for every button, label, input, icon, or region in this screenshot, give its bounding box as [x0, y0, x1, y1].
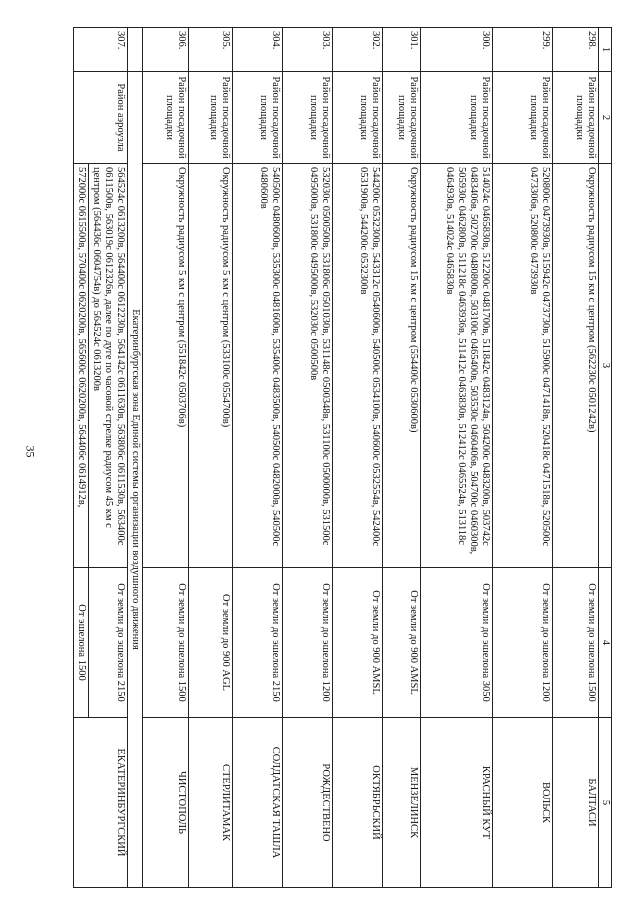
area-name: ЧИСТОПОЛЬ: [143, 718, 189, 888]
document-sheet: [22, 27, 612, 887]
table-row: [421, 28, 493, 888]
table-row: [553, 28, 599, 888]
row-number: 304.: [233, 28, 283, 72]
table-row: [333, 28, 383, 888]
area-name: КРАСНЫЙ КУТ: [421, 718, 493, 888]
area-type: Район посадочной площадки: [189, 72, 233, 164]
area-type: Район посадочной площадки: [421, 72, 493, 164]
table-row: [283, 28, 333, 888]
table-row: [233, 28, 283, 888]
col-header-3: 3: [599, 164, 612, 568]
col-header-1: 1: [599, 28, 612, 72]
vertical-limits: От эшелона 1500: [74, 568, 89, 718]
row-number: 303.: [283, 28, 333, 72]
row-number: 305.: [189, 28, 233, 72]
area-coordinates: 564524с 0613200в, 564400с 0612230в, 564142с 0611630в, 563806с 0611530в, 563400с 0611500в, 563019с 0612326в, далее по дуге по часовой стрелке радиусом 45 км с центром (564436с 0604754в) до 564524с 0613200в: [89, 164, 128, 568]
area-type: Район посадочной площадки: [233, 72, 283, 164]
vertical-limits: От земли до 900 AMSL: [383, 568, 421, 718]
vertical-limits: От земли до 900 AMSL: [333, 568, 383, 718]
vertical-limits: От земли до эшелона 1500: [553, 568, 599, 718]
row-number: 306.: [143, 28, 189, 72]
section-row: [128, 28, 143, 888]
area-type: Район посадочной площадки: [493, 72, 553, 164]
area-name: СОЛДАТСКАЯ ТАШЛА: [233, 718, 283, 888]
area-type: Район посадочной площадки: [383, 72, 421, 164]
area-type: Район посадочной площадки: [143, 72, 189, 164]
col-header-5: 5: [599, 718, 612, 888]
area-coordinates: 532030с 0500500в, 531806с 0501030в, 531148с 0500348в, 531100с 0500000в, 531500с 0495000в, 531800с 0495000в, 532030с 0500500в: [283, 164, 333, 568]
area-type: Район посадочной площадки: [333, 72, 383, 164]
col-header-4: 4: [599, 568, 612, 718]
vertical-limits: От земли до эшелона 1500: [143, 568, 189, 718]
table-row: [143, 28, 189, 888]
row-number: 301.: [383, 28, 421, 72]
area-coordinates: Окружность радиусом 5 км с центром (551842с 0503706в): [143, 164, 189, 568]
area-name: ЕКАТЕРИНБУРГСКИЙ: [74, 718, 128, 888]
area-coordinates: 544200с 0532300в, 543312с 0540600в, 540500с 0534100в, 540600с 0532554в, 542400с 0531900в, 544200с 0532300в: [333, 164, 383, 568]
col-header-2: 2: [599, 72, 612, 164]
area-type: Район посадочной площадки: [553, 72, 599, 164]
area-type: Район посадочной площадки: [283, 72, 333, 164]
area-name: ВОЛЬСК: [493, 718, 553, 888]
area-coordinates: Окружность радиусом 15 км с центром (562230с 0501242в): [553, 164, 599, 568]
vertical-limits: От земли до эшелона 2150: [89, 568, 128, 718]
area-name: ОКТЯБРЬСКИЙ: [333, 718, 383, 888]
area-coordinates: Окружность радиусом 15 км с центром (554400с 0530600в): [383, 164, 421, 568]
area-name: МЕНЗЕЛИНСК: [383, 718, 421, 888]
row-number: 298.: [553, 28, 599, 72]
area-name: РОЖДЕСТВЕНО: [283, 718, 333, 888]
row-number: 307.: [74, 28, 128, 72]
vertical-limits: От земли до эшелона 1200: [493, 568, 553, 718]
vertical-limits: От земли до 900 AGL: [189, 568, 233, 718]
vertical-limits: От земли до эшелона 1200: [283, 568, 333, 718]
row-number: 300.: [421, 28, 493, 72]
header-row: [599, 28, 612, 888]
area-coordinates: Окружность радиусом 5 км с центром (533100с 0554700в): [189, 164, 233, 568]
area-coordinates: 572000с 0615500в, 570400с 0620200в, 565600с 0620200в, 564406с 0614912в,: [74, 164, 89, 568]
section-title: Екатеринбургская зона Единой системы организации воздушного движения: [128, 72, 143, 888]
vertical-limits: От земли до эшелона 3050: [421, 568, 493, 718]
page-number: 35: [23, 445, 38, 458]
table-row: [89, 28, 128, 888]
area-coordinates: 520800с 0473930в, 515942с 0473730в, 515900с 0471418в, 520418с 0471518в, 520500с 0473306в, 520800с 0473930в: [493, 164, 553, 568]
area-coordinates: 540500с 0480600в, 535300с 0481600в, 535400с 0483500в, 540500с 0482000в, 540500с 0480600в: [233, 164, 283, 568]
airspace-table: [73, 27, 612, 888]
table-row: [189, 28, 233, 888]
table-row: [493, 28, 553, 888]
area-coordinates: 514024с 0465830в, 512200с 0481700в, 511842с 0483124в, 504200с 0483200в, 503742с 0483406в, 502700с 0480800в, 503100с 0465400в, 503530с 0460406в, 504700с 0460300в, 505930с 0462800в, 511218с 0463936в, 511412с 0463830в, 512412с 0465524в, 513118с 0464930в, 514024с 0465830в: [421, 164, 493, 568]
area-name: БАЛТАСИ: [553, 718, 599, 888]
row-number: 302.: [333, 28, 383, 72]
table-row: [383, 28, 421, 888]
area-name: СТЕРЛИТАМАК: [189, 718, 233, 888]
vertical-limits: От земли до эшелона 2150: [233, 568, 283, 718]
area-type: Район аэроузла: [74, 72, 128, 164]
row-number: 299.: [493, 28, 553, 72]
